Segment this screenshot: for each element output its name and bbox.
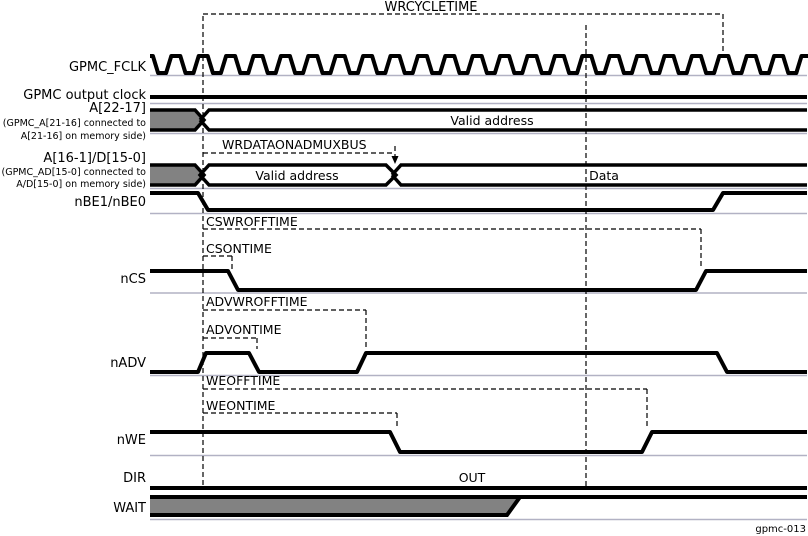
dir-signal-label: DIR [123,471,146,486]
advwrofftime-param-label: ADVWROFFTIME [206,294,308,309]
weontime-param-label: WEONTIME [206,398,276,413]
nadv-waveform [150,353,807,372]
addr-bus-note-line2: A[21-16] on memory side) [20,131,146,142]
nbe-signal-label: nBE1/nBE0 [74,195,146,210]
admux-bus-note-line2: A/D[15-0] on memory side) [16,179,146,190]
addr-bus-signal-label: A[22-17] [89,101,146,116]
nadv-signal-label: nADV [110,356,146,371]
nbe-waveform [150,193,807,210]
ncs-signal-label: nCS [120,272,146,287]
timing-markers [203,14,723,487]
nwe-signal-label: nWE [116,433,146,448]
fclk-signal-label: GPMC_FCLK [68,60,146,75]
down-arrow-icon [392,156,399,164]
admux-bus-note-line1: (GPMC_AD[15-0] connected to [1,167,146,178]
fclk-clock-waveform [150,56,808,73]
cswrofftime-bracket [203,229,701,268]
weofftime-param-label: WEOFFTIME [206,373,281,388]
dir-value-label: OUT [458,470,486,485]
figure-id-label: gpmc-013 [755,524,806,535]
ncs-waveform [150,271,807,290]
addr-bus-dontcare-segment [150,110,204,130]
admux-bus-data-label: Data [589,168,619,183]
wait-dontcare-segment [150,497,520,515]
addr-bus-value-label: Valid address [450,113,534,128]
advontime-bracket [203,338,257,349]
cswrofftime-param-label: CSWROFFTIME [206,214,298,229]
admux-bus-signal-label: A[16-1]/D[15-0] [43,151,146,166]
output-clock-signal-label: GPMC output clock [23,88,146,103]
admux-bus-validaddress-label: Valid address [255,168,339,183]
csontime-param-label: CSONTIME [206,241,272,256]
admux-bus-dontcare-segment [150,165,204,185]
addr-bus-note-line1: (GPMC_A[21-16] connected to [2,118,146,129]
wrcycletime-label: WRCYCLETIME [384,0,478,15]
csontime-bracket [203,256,232,269]
advontime-param-label: ADVONTIME [206,322,282,337]
nwe-waveform [150,432,807,452]
wait-signal-label: WAIT [113,501,146,516]
wrdataonadmuxbus-param-label: WRDATAONADMUXBUS [222,137,367,152]
weontime-bracket [203,413,397,429]
